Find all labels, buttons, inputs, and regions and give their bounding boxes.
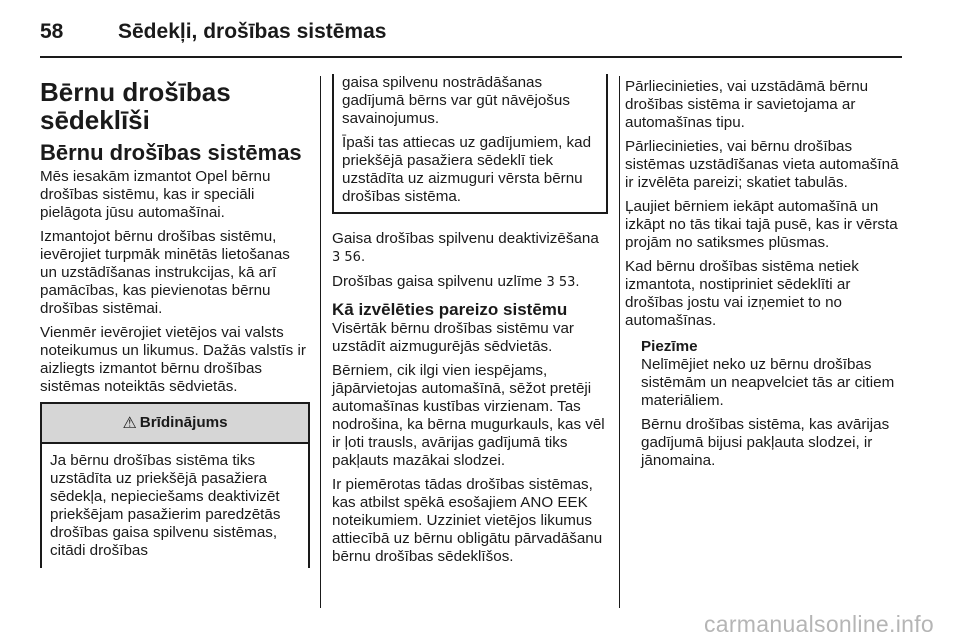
reference-text: Gaisa drošības spilvenu deaktivizēšana <box>332 230 599 247</box>
paragraph: Mēs iesakām izmantot Opel bērnu drošības sistēmu, kas ir speciāli pielāgota jūsu automašīnai. <box>40 168 271 221</box>
page-number: 58 <box>40 20 64 43</box>
paragraph: Ir piemērotas tādas drošības sistēmas, kas atbilst spēkā esošajiem ANO EEK noteikumiem. Uzziniet vietējos likumus attiecībā uz bērnu obligātu pārvadāšanu bērnu drošības sēdeklīšos. <box>332 476 603 565</box>
warning-text: Īpaši tas attiecas uz gadījumiem, kad priekšējā pasažiera sēdeklī tiek uzstādīta uz aizmuguri vērsta bērnu drošības sistēma. <box>342 134 592 205</box>
column-divider <box>320 76 321 608</box>
note-text: Nelīmējiet neko uz bērnu drošības sistēmām un neapvelciet tās ar citiem materiāliem. <box>641 356 895 409</box>
column-middle <box>332 74 608 572</box>
cross-reference <box>332 273 608 292</box>
warning-triangle-icon: ⚠ <box>122 413 137 432</box>
paragraph: Visērtāk bērnu drošības sistēmu var uzstādīt aizmugurējās sēdvietās. <box>332 320 574 355</box>
paragraph: Bērniem, cik ilgi vien iespējams, jāpārvietojas automašīnā, sēžot pretēji automašīnas kustības virzienam. Tas nodrošina, ka bērna mugurkauls, kas vēl ir ļoti trausls, avārijas gadījumā tiks pakļauts mazākai slodzei. <box>332 362 605 469</box>
section-title: Bērnu drošības sēdeklīši <box>40 77 231 135</box>
column-divider <box>619 76 620 608</box>
paragraph: Pārliecinieties, vai bērnu drošības sistēmas uzstādīšanas vieta automašīnā ir izvēlēta pareizi; skatiet tabulās. <box>625 138 899 191</box>
running-title: Sēdekļi, drošības sistēmas <box>118 20 387 43</box>
paragraph: Ļaujiet bērniem iekāpt automašīnā un izkāpt no tās tikai tajā pusē, kas ir vērsta projām no satiksmes plūsmas. <box>625 198 898 251</box>
note-text: Bērnu drošības sistēma, kas avārijas gadījumā bijusi pakļauta slodzei, ir jānomaina. <box>641 416 890 469</box>
column-left <box>40 78 310 568</box>
paragraph: Izmantojot bērnu drošības sistēmu, ievērojiet turpmāk minētās lietošanas un uzstādīšanas instrukcijas, kā arī pamācības, kas pievienotas bērnu drošības sistēmai. <box>40 228 290 317</box>
page-reference[interactable]: 3 53. <box>546 275 580 290</box>
page-reference[interactable]: 3 56. <box>332 250 366 265</box>
section-subtitle: Bērnu drošības sistēmas <box>40 140 302 165</box>
paragraph: Kad bērnu drošības sistēma netiek izmantota, nostipriniet sēdeklīti ar drošības jostu vai izņemiet to no automašīnas. <box>625 258 859 329</box>
warning-box-continued <box>332 74 608 214</box>
page-header <box>40 16 902 58</box>
column-right <box>625 78 905 476</box>
watermark: carmanualsonline.info <box>703 611 934 637</box>
cross-reference <box>332 230 608 267</box>
warning-text: gaisa spilvenu nostrādāšanas gadījumā bērns var gūt nāvējošus savainojumus. <box>342 74 570 127</box>
note-block <box>625 338 905 470</box>
reference-text: Drošības gaisa spilvenu uzlīme <box>332 273 543 290</box>
warning-box <box>40 402 310 568</box>
subsection-heading: Kā izvēlēties pareizo sistēmu <box>332 300 568 319</box>
note-title: Piezīme <box>641 338 698 355</box>
paragraph: Pārliecinieties, vai uzstādāmā bērnu drošības sistēma ir savietojama ar automašīnas tipu. <box>625 78 869 131</box>
warning-text: Ja bērnu drošības sistēma tiks uzstādīta uz priekšējā pasažiera sēdekļa, nepieciešams deaktivizēt priekšējam pasažierim paredzētās drošības gaisa spilvenu sistēmas, citādi drošības <box>50 452 281 559</box>
paragraph: Vienmēr ievērojiet vietējos vai valsts noteikumus un likumus. Dažās valstīs ir aizliegts izmantot bērnu drošības sistēmas noteiktās sēdvietās. <box>40 324 306 395</box>
warning-title: Brīdinājums <box>139 414 228 431</box>
warning-header <box>42 404 308 444</box>
